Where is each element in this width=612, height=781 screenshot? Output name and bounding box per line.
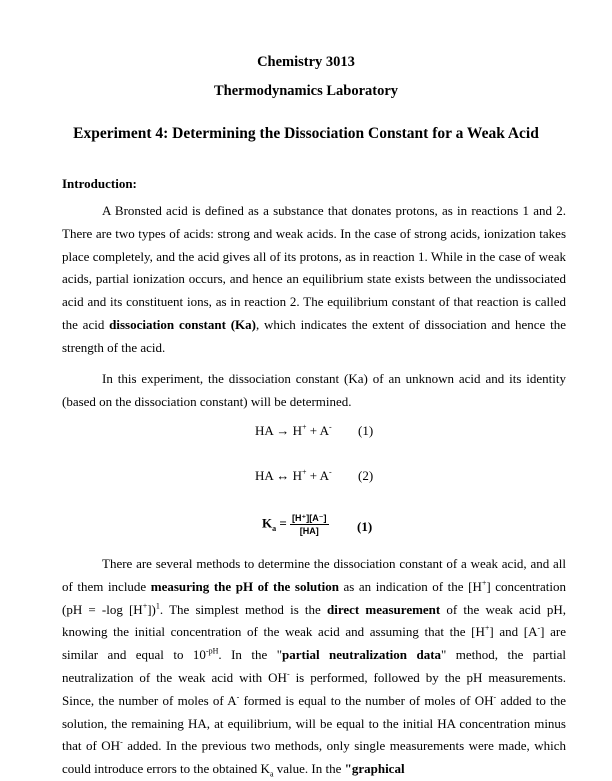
eq2-a: A	[319, 468, 329, 483]
experiment-title: Experiment 4: Determining the Dissociation Constant for a Weak Acid	[73, 125, 539, 142]
p3-t15: value. In the	[273, 761, 345, 777]
eq2-plus: +	[309, 468, 318, 483]
p3-t9: . In the "	[218, 647, 283, 663]
eq1-lhs: HA	[255, 423, 274, 438]
introduction-heading: Introduction:	[62, 176, 137, 191]
p1-bold-term: dissociation constant (Ka)	[109, 316, 256, 332]
p3-s8: -	[236, 692, 240, 702]
p3-t10: " method, the partial neutralization of the weak acid with OH	[62, 647, 567, 685]
ka-expression	[262, 513, 329, 536]
intro-paragraph-1	[62, 200, 566, 360]
p3-t4: ])	[147, 601, 156, 617]
eq1-a-charge: -	[329, 422, 332, 432]
course-title: Chemistry 3013	[257, 54, 355, 70]
ka-fraction	[290, 513, 329, 536]
eq2-a-charge: -	[329, 467, 332, 477]
p3-t12: formed is equal to the number of moles of OH	[239, 692, 494, 708]
p3-t8: ] are similar and equal to 10	[62, 624, 566, 663]
ka-expression-number: (1)	[357, 519, 373, 534]
ka-equals: =	[279, 515, 287, 531]
ka-subscript: a	[272, 524, 277, 534]
p3-s3: 1	[155, 601, 160, 611]
p3-b1: measuring the pH of the solution	[150, 578, 339, 594]
ka-numerator: [H⁺][A⁻]	[292, 513, 327, 523]
p3-s9: -	[493, 692, 497, 702]
eq1-a: A	[319, 423, 329, 438]
p3-s10: -	[120, 738, 123, 748]
methods-paragraph	[62, 553, 566, 781]
eq2-lhs: HA	[255, 468, 274, 483]
p3-s1: +	[481, 578, 487, 588]
reaction-1-number: (1)	[358, 423, 374, 438]
p3-t3: ] concentration (pH = -log [H	[62, 578, 566, 617]
p3-t1: There are several methods to determine the dissociation constant of a weak acid, and all of them include	[62, 556, 566, 594]
p3-t14: added. In the previous two methods, only single measurements were made, which could introduce errors to the obtained K	[62, 738, 566, 777]
p1-text-a: A Bronsted acid is defined as a substance that donates protons, as in reactions 1 and 2. There are two types of acids: strong and weak acids. In the case of strong acids, ionization takes place completely, and the acid gives all of its protons, as in reaction 1. While in the case of weak acids, partial ionization occurs, and hence an equilibrium state exists between the undissociated acid and its constituent ions, as in reaction 2. The equilibrium constant of that reaction is called the acid	[62, 203, 566, 332]
p1-text-c: , which indicates the extent of dissociation and hence the strength of the acid.	[62, 316, 566, 355]
p3-sub1: a	[269, 769, 274, 779]
eq1-arrow: →	[276, 423, 290, 438]
p3-b4: "graphical	[344, 761, 405, 777]
p3-b3: partial neutralization data	[282, 647, 442, 663]
eq1-plus: +	[309, 423, 318, 438]
lab-title: Thermodynamics Laboratory	[213, 83, 399, 99]
p3-t13: added to the solution, the remaining HA, at equilibrium, will be equal to the initial HA concentration minus that of OH	[62, 692, 566, 754]
reaction-1	[255, 423, 332, 439]
intro-paragraph-2: In this experiment, the dissociation constant (Ka) of an unknown acid and its identity (based on the dissociation constant) will be determined.	[62, 371, 566, 409]
p3-s2: +	[142, 601, 148, 611]
p3-s7: -	[286, 669, 290, 679]
p3-s4: +	[484, 624, 490, 634]
eq1-h-charge: +	[301, 422, 307, 432]
reaction-2	[255, 468, 332, 484]
ka-denominator: [HA]	[299, 526, 319, 536]
p3-s5: -	[537, 624, 541, 634]
ka-symbol: K	[262, 515, 273, 531]
reaction-2-number: (2)	[358, 468, 374, 483]
eq2-arrow: ↔	[276, 468, 290, 483]
p3-t11: is performed, followed by the pH measurements. Since, the number of moles of A	[62, 669, 567, 708]
p3-s6: -pH	[205, 646, 219, 656]
eq1-h: H	[292, 423, 302, 438]
p3-t5: . The simplest method is the	[159, 601, 327, 617]
p3-t2: as an indication of the [H	[338, 578, 482, 594]
eq2-h: H	[292, 468, 302, 483]
eq2-h-charge: +	[301, 467, 307, 477]
p3-t7: ] and [A	[489, 624, 538, 640]
p3-t6: of the weak acid pH, knowing the initial concentration of the weak acid and assuming that the [H	[62, 601, 566, 640]
p3-b2: direct measurement	[326, 601, 441, 617]
